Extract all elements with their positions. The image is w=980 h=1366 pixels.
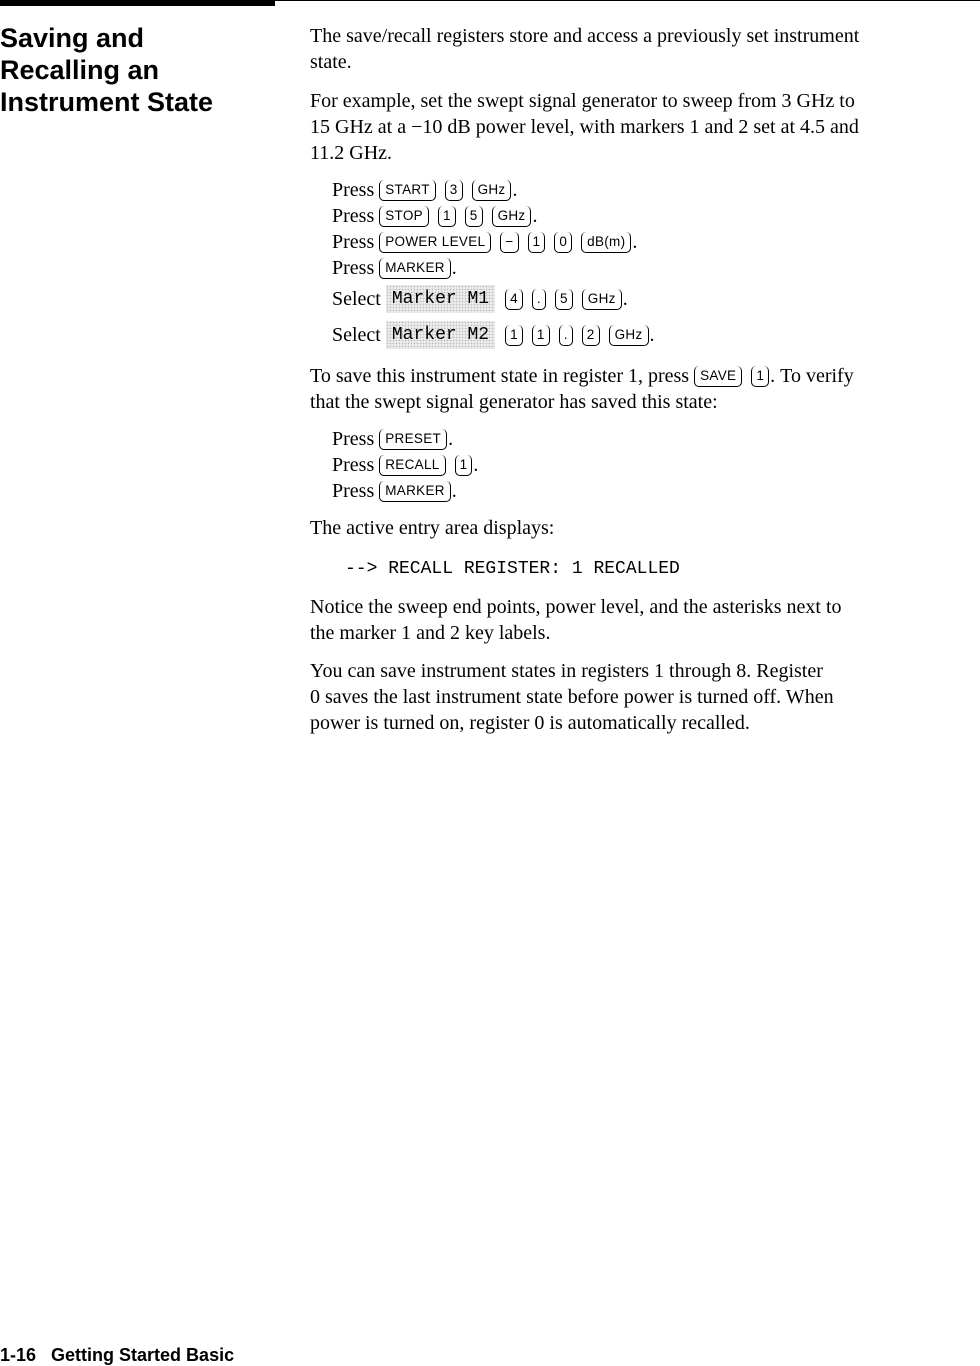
step-verb: Press	[332, 204, 375, 227]
key-1: 1	[438, 206, 456, 227]
step-select-marker-m1: Select Marker M1 4 . 5 GHz .	[332, 281, 655, 317]
key-1: 1	[528, 232, 546, 253]
key-stop: STOP	[379, 206, 429, 227]
section-heading	[0, 22, 270, 118]
step-verb: Press	[332, 427, 375, 450]
text-line: the marker 1 and 2 key labels.	[310, 622, 551, 644]
page-number: 1-16	[0, 1345, 37, 1365]
key-dbm: dB(m)	[581, 232, 631, 253]
footer-title: Getting Started Basic	[51, 1345, 235, 1365]
text-line: state.	[310, 51, 352, 73]
registers-paragraph	[310, 658, 978, 736]
softkey-marker-m2: Marker M2	[386, 321, 495, 349]
key-3: 3	[445, 180, 463, 201]
page-footer	[0, 1344, 234, 1366]
text-line: Notice the sweep end points, power level, and the asterisks next to	[310, 596, 842, 618]
notice-paragraph	[310, 594, 978, 646]
text-line: The save/recall registers store and access a previously set instrument	[310, 25, 860, 47]
key-1: 1	[455, 455, 473, 476]
step-press-recall: Press RECALL 1 .	[332, 453, 479, 476]
key-1: 1	[751, 366, 769, 387]
softkey-marker-m1: Marker M1	[386, 285, 495, 313]
text-line: To save this instrument state in register 1, press	[310, 365, 690, 387]
step-press-power-level: Press POWER LEVEL − 1 0 dB(m) .	[332, 230, 638, 253]
text-line: 0 saves the last instrument state before power is turned off. When	[310, 686, 834, 708]
key-ghz: GHz	[609, 325, 649, 346]
key-decimal-point: .	[532, 289, 546, 310]
section-heading-line: Instrument State	[0, 87, 214, 117]
key-minus: −	[500, 232, 518, 253]
key-1: 1	[532, 325, 550, 346]
key-decimal-point: .	[559, 325, 573, 346]
save-paragraph: To save this instrument state in register 1, press SAVE 1 . To verify that the swept signal generator has saved this state:	[310, 365, 854, 413]
example-paragraph	[310, 88, 978, 166]
step-verb: Press	[332, 256, 375, 279]
entry-intro: The active entry area displays:	[310, 517, 555, 539]
step-verb: Select	[332, 287, 381, 310]
heading-rule-thin	[275, 0, 980, 1]
key-marker: MARKER	[379, 481, 451, 502]
key-ghz: GHz	[472, 180, 512, 201]
key-0: 0	[554, 232, 572, 253]
section-heading-line: Saving and	[0, 23, 145, 53]
key-ghz: GHz	[492, 206, 532, 227]
step-press-preset: Press PRESET .	[332, 427, 454, 450]
text-line: that the swept signal generator has saved this state:	[310, 391, 718, 413]
entry-display-text: --> RECALL REGISTER: 1 RECALLED	[345, 559, 680, 579]
key-start: START	[379, 180, 436, 201]
key-4: 4	[505, 289, 523, 310]
step-press-marker: Press MARKER .	[332, 479, 457, 502]
key-marker: MARKER	[379, 258, 451, 279]
key-1: 1	[505, 325, 523, 346]
text-line: power is turned on, register 0 is automatically recalled.	[310, 712, 750, 734]
verify-steps	[332, 426, 478, 504]
text-line: 11.2 GHz.	[310, 142, 393, 164]
step-verb: Select	[332, 323, 381, 346]
section-heading-line: Recalling an	[0, 55, 160, 85]
step-verb: Press	[332, 178, 375, 201]
setup-steps	[332, 177, 655, 353]
text-line: To verify	[780, 365, 854, 387]
step-verb: Press	[332, 479, 375, 502]
key-preset: PRESET	[379, 429, 447, 450]
step-press-stop: Press STOP 1 5 GHz .	[332, 204, 538, 227]
key-ghz: GHz	[582, 289, 622, 310]
step-verb: Press	[332, 453, 375, 476]
step-verb: Press	[332, 230, 375, 253]
text-line: For example, set the swept signal generator to sweep from 3 GHz to	[310, 90, 855, 112]
key-save: SAVE	[694, 366, 742, 387]
key-recall: RECALL	[379, 455, 445, 476]
heading-rule-thick	[0, 0, 275, 6]
key-2: 2	[582, 325, 600, 346]
step-select-marker-m2: Select Marker M2 1 1 . 2 GHz .	[332, 317, 655, 353]
key-power-level: POWER LEVEL	[379, 232, 491, 253]
key-5: 5	[555, 289, 573, 310]
text-line: You can save instrument states in registers 1 through 8. Register	[310, 660, 823, 682]
text-line: 15 GHz at a −10 dB power level, with markers 1 and 2 set at 4.5 and	[310, 116, 859, 138]
step-press-start: Press START 3 GHz .	[332, 178, 518, 201]
step-press-marker: Press MARKER .	[332, 256, 457, 279]
key-5: 5	[465, 206, 483, 227]
intro-paragraph	[310, 23, 978, 75]
